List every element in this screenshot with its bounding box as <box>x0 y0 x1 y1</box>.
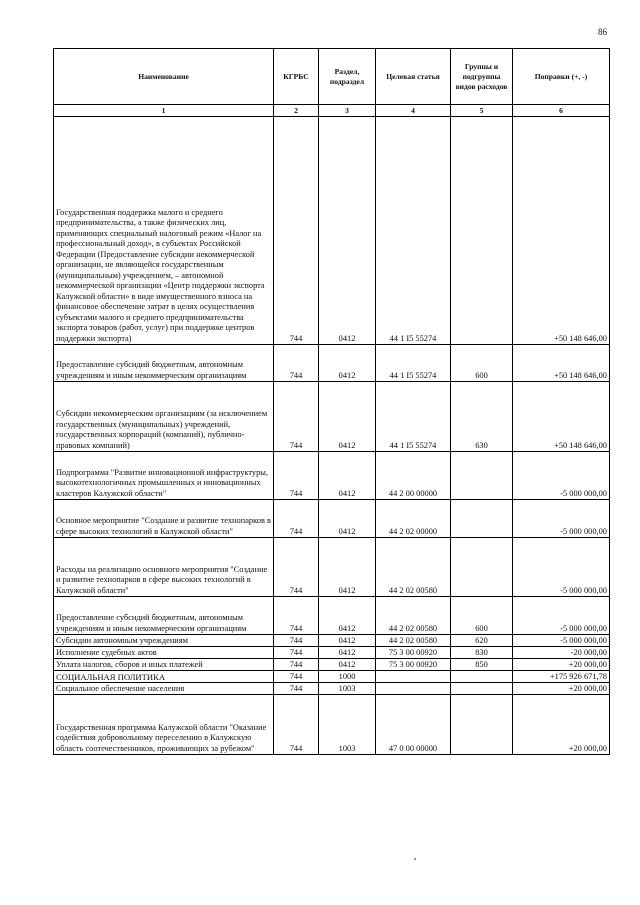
row-target: 44 1 I5 55274 <box>376 382 451 452</box>
row-group: 850 <box>451 659 513 671</box>
table-row <box>54 647 610 659</box>
row-kgrbs: 744 <box>274 117 319 345</box>
column-number: 3 <box>319 105 376 117</box>
row-amount: -20 000,00 <box>513 647 610 659</box>
column-number: 6 <box>513 105 610 117</box>
row-amount: +20 000,00 <box>513 683 610 695</box>
row-name: Исполнение судебных актов <box>54 647 274 659</box>
header-target: Целевая статья <box>376 49 451 105</box>
table-row <box>54 597 610 635</box>
row-target: 44 2 02 00000 <box>376 500 451 538</box>
row-group <box>451 683 513 695</box>
column-number-row <box>54 105 610 117</box>
row-kgrbs: 744 <box>274 452 319 500</box>
row-group: 830 <box>451 647 513 659</box>
row-section: 1000 <box>319 671 376 683</box>
table-row <box>54 695 610 755</box>
header-section: Раздел, подраздел <box>319 49 376 105</box>
row-kgrbs: 744 <box>274 683 319 695</box>
row-section: 0412 <box>319 117 376 345</box>
row-kgrbs: 744 <box>274 382 319 452</box>
row-kgrbs: 744 <box>274 538 319 597</box>
row-kgrbs: 744 <box>274 671 319 683</box>
row-group <box>451 695 513 755</box>
table-row <box>54 452 610 500</box>
row-name: Подпрограмма "Развитие инновационной инфраструктуры, высокотехнологичных промышленных и инновационных кластеров Калужской области" <box>54 452 274 500</box>
row-section: 0412 <box>319 647 376 659</box>
row-group <box>451 117 513 345</box>
row-section: 1003 <box>319 695 376 755</box>
row-kgrbs: 744 <box>274 500 319 538</box>
row-name: СОЦИАЛЬНАЯ ПОЛИТИКА <box>54 671 274 683</box>
row-kgrbs: 744 <box>274 345 319 382</box>
row-amount: +20 000,00 <box>513 695 610 755</box>
row-target: 44 1 I5 55274 <box>376 117 451 345</box>
row-group <box>451 500 513 538</box>
row-amount: -5 000 000,00 <box>513 500 610 538</box>
row-amount: +175 926 671,78 <box>513 671 610 683</box>
row-section: 0412 <box>319 659 376 671</box>
table-row <box>54 671 610 683</box>
table-row <box>54 117 610 345</box>
row-amount: +20 000,00 <box>513 659 610 671</box>
table-row <box>54 500 610 538</box>
column-number: 5 <box>451 105 513 117</box>
row-name: Предоставление субсидий бюджетным, автономным учреждениям и иным некоммерческим организациям <box>54 345 274 382</box>
row-group: 620 <box>451 635 513 647</box>
row-target: 44 2 02 00580 <box>376 597 451 635</box>
row-section: 0412 <box>319 382 376 452</box>
row-group: 600 <box>451 597 513 635</box>
row-group: 600 <box>451 345 513 382</box>
row-amount: +50 148 646,00 <box>513 382 610 452</box>
row-name: Государственная программа Калужской области "Оказание содействия добровольному переселению в Калужскую область соотечественников, проживающих за рубежом" <box>54 695 274 755</box>
header-group: Группы и подгруппы видов расходов <box>451 49 513 105</box>
row-name: Расходы на реализацию основного мероприятия "Создание и развитие технопарков в сфере высоких технологий в Калужской области" <box>54 538 274 597</box>
column-number: 4 <box>376 105 451 117</box>
row-kgrbs: 744 <box>274 659 319 671</box>
page-number: 86 <box>598 27 607 37</box>
row-name: Социальное обеспечение населения <box>54 683 274 695</box>
row-amount: -5 000 000,00 <box>513 597 610 635</box>
row-group <box>451 452 513 500</box>
row-amount: -5 000 000,00 <box>513 452 610 500</box>
row-name: Государственная поддержка малого и среднего предпринимательства, а также физических лиц, применяющих специальный налоговый режим «Налог на профессиональный доход», в субъектах Российской Федерации (Предоставление субсидии некоммерческой организации, не являющейся государственным (муниципальным) учреждением, – автономной некоммерческой организации «Центр поддержки экспорта Калужской области» в виде имущественного взноса на финансовое обеспечение затрат в целях осуществления субъектами малого и среднего предпринимательства экспорта товаров (работ, услуг) при поддержке центров поддержки экспорта) <box>54 117 274 345</box>
row-kgrbs: 744 <box>274 647 319 659</box>
table-row <box>54 382 610 452</box>
table-row <box>54 345 610 382</box>
row-group <box>451 671 513 683</box>
scan-speck <box>414 858 416 860</box>
row-name: Основное мероприятие "Создание и развитие технопарков в сфере высоких технологий в Калужской области" <box>54 500 274 538</box>
row-section: 1003 <box>319 683 376 695</box>
row-target: 75 3 00 00920 <box>376 659 451 671</box>
row-kgrbs: 744 <box>274 597 319 635</box>
row-target: 44 2 02 00580 <box>376 635 451 647</box>
row-target: 44 2 00 00000 <box>376 452 451 500</box>
row-section: 0412 <box>319 452 376 500</box>
row-target <box>376 683 451 695</box>
row-group: 630 <box>451 382 513 452</box>
row-kgrbs: 744 <box>274 695 319 755</box>
table-row <box>54 635 610 647</box>
header-row <box>54 49 610 105</box>
row-target <box>376 671 451 683</box>
table-row <box>54 683 610 695</box>
row-target: 47 0 00 00000 <box>376 695 451 755</box>
row-kgrbs: 744 <box>274 635 319 647</box>
row-name: Субсидии некоммерческим организациям (за исключением государственных (муниципальных) учреждений, государственных корпораций (компаний), публично-правовых компаний) <box>54 382 274 452</box>
row-amount: -5 000 000,00 <box>513 538 610 597</box>
header-kgrbs: КГРБС <box>274 49 319 105</box>
table-row <box>54 659 610 671</box>
row-amount: -5 000 000,00 <box>513 635 610 647</box>
row-section: 0412 <box>319 538 376 597</box>
budget-amendments-table <box>53 48 610 755</box>
row-target: 44 1 I5 55274 <box>376 345 451 382</box>
row-group <box>451 538 513 597</box>
column-number: 2 <box>274 105 319 117</box>
row-target: 44 2 02 00580 <box>376 538 451 597</box>
row-section: 0412 <box>319 345 376 382</box>
row-name: Субсидии автономным учреждениям <box>54 635 274 647</box>
row-section: 0412 <box>319 500 376 538</box>
row-target: 75 3 00 00920 <box>376 647 451 659</box>
row-name: Предоставление субсидий бюджетным, автономным учреждениям и иным некоммерческим организациям <box>54 597 274 635</box>
column-number: 1 <box>54 105 274 117</box>
row-amount: +50 148 646,00 <box>513 117 610 345</box>
header-amount: Поправки (+, -) <box>513 49 610 105</box>
header-name: Наименование <box>54 49 274 105</box>
table-row <box>54 538 610 597</box>
row-section: 0412 <box>319 635 376 647</box>
row-amount: +50 148 646,00 <box>513 345 610 382</box>
row-name: Уплата налогов, сборов и иных платежей <box>54 659 274 671</box>
row-section: 0412 <box>319 597 376 635</box>
